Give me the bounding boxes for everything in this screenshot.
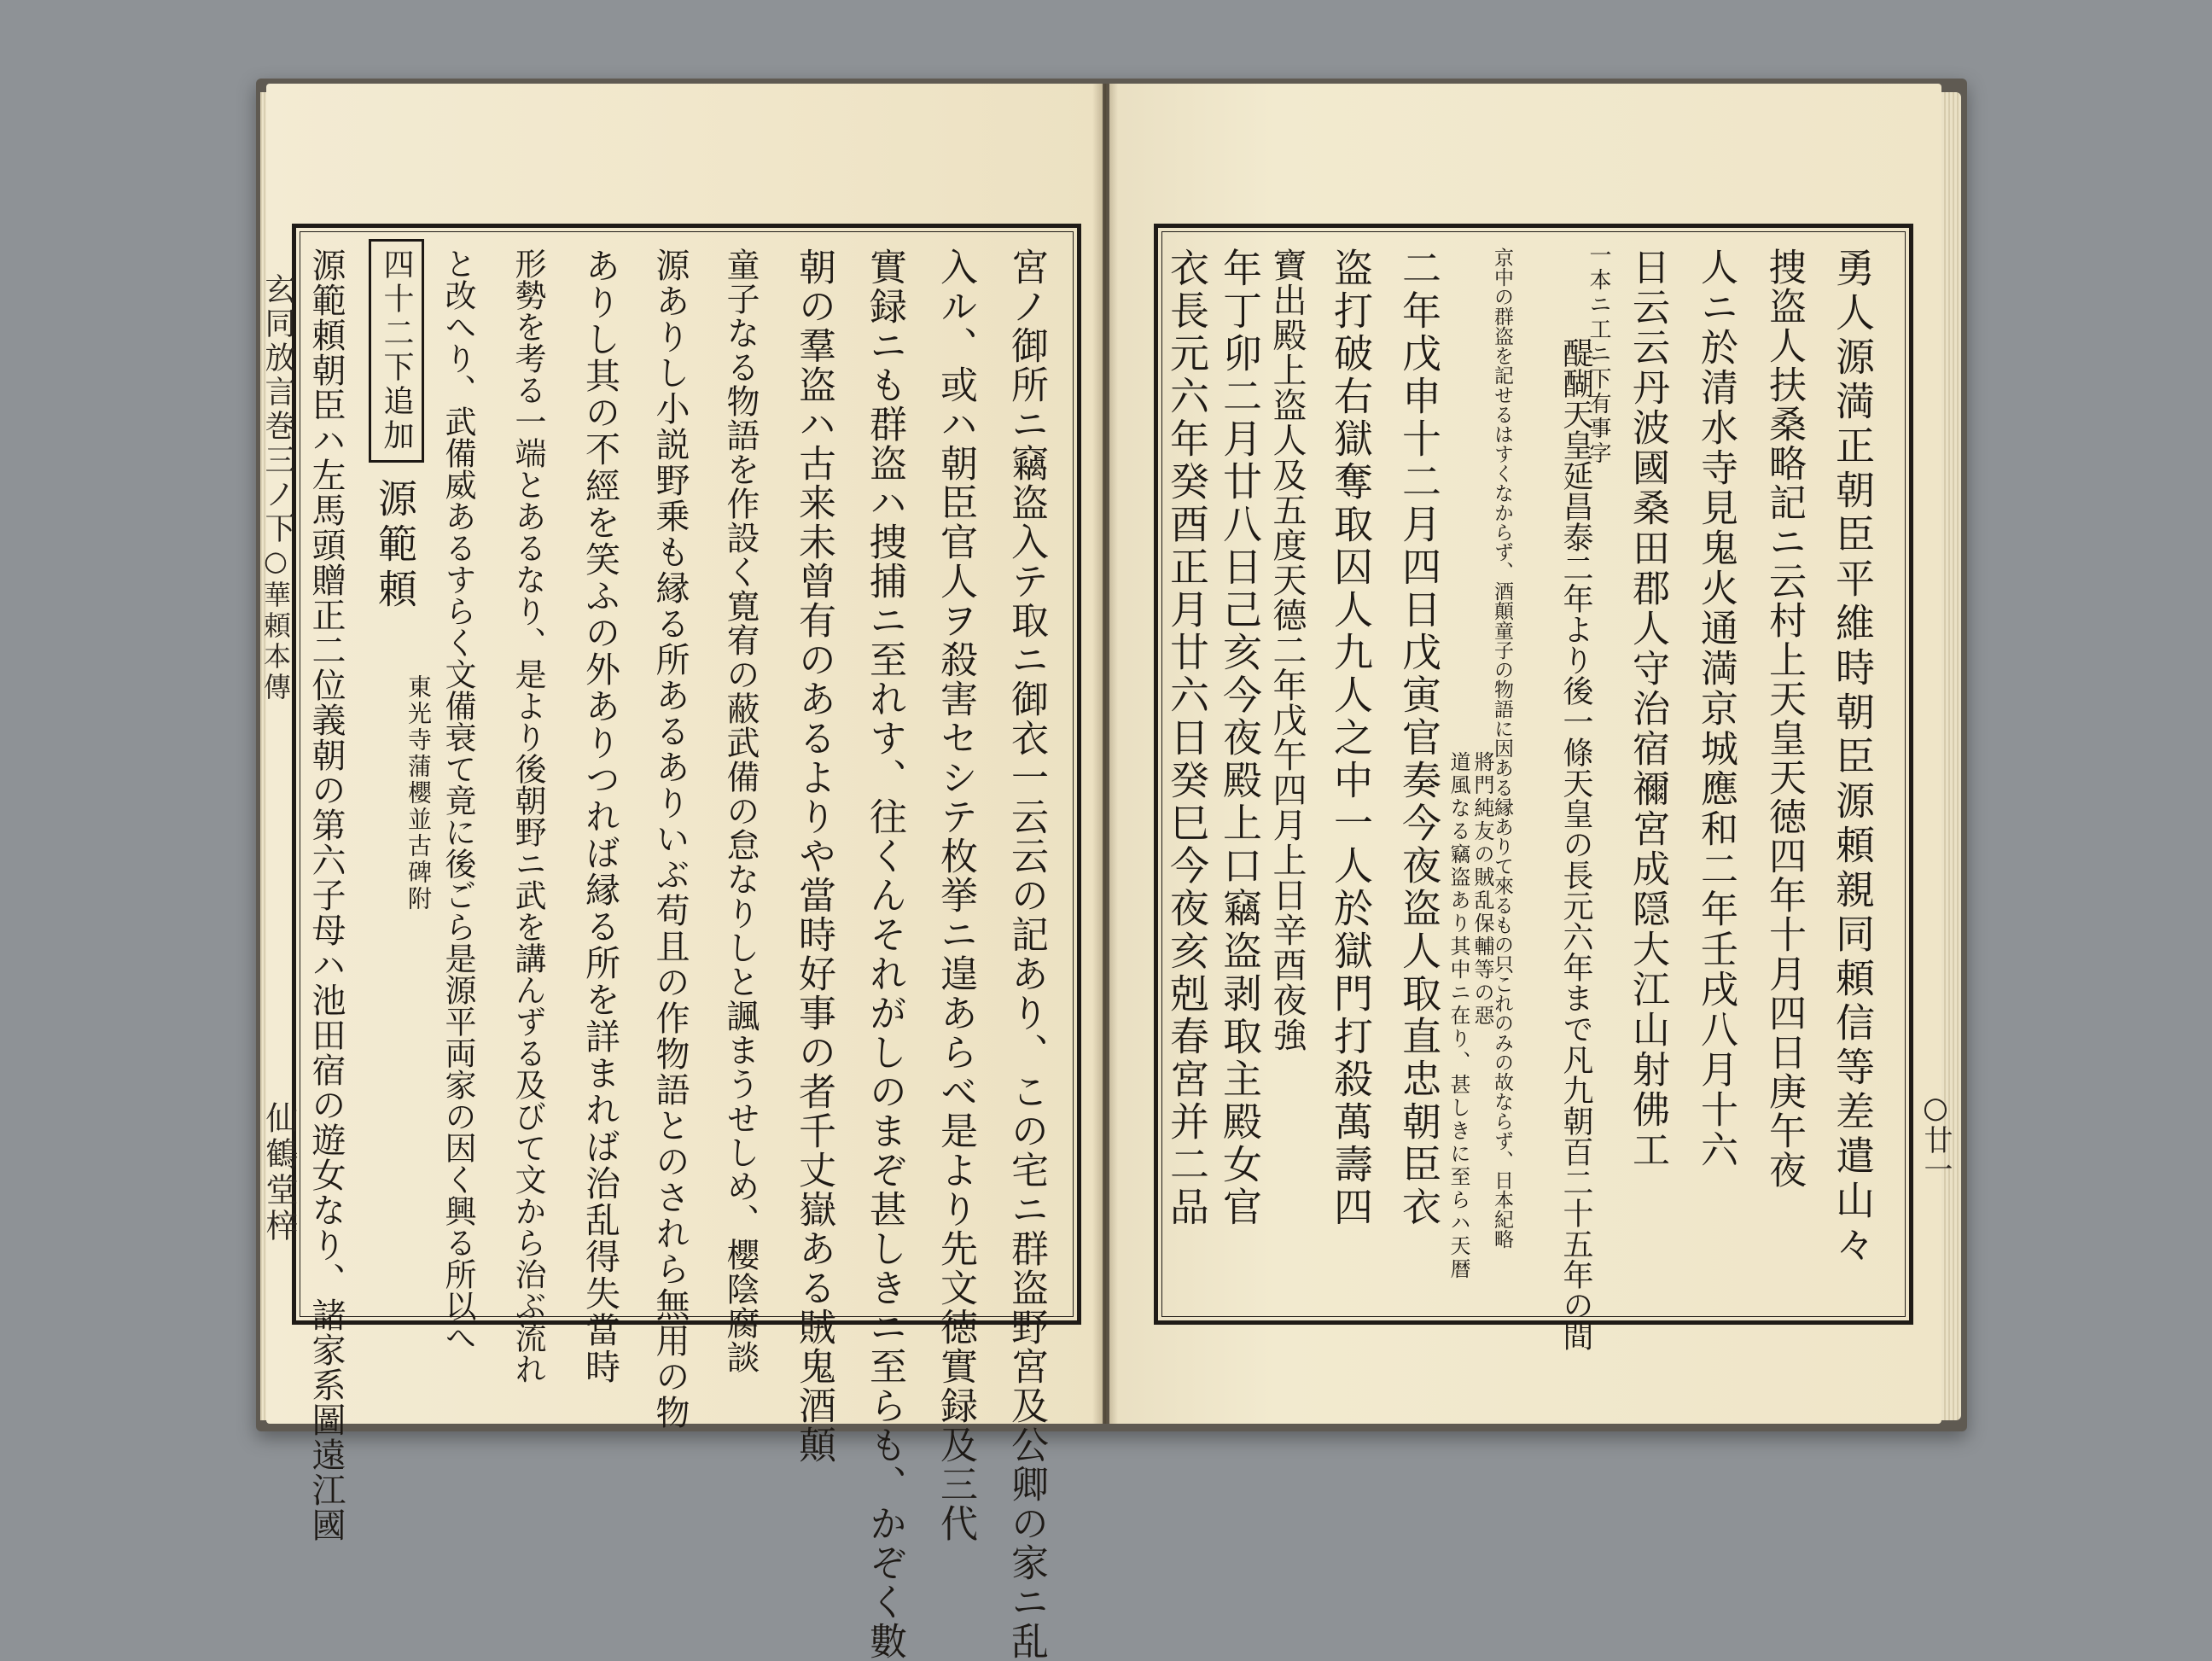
entry-heading: 源範頼 bbox=[372, 478, 418, 614]
left-column-6: 源ありし小説野乗も縁る所あるありいぶ苟且の作物語とのされら無用の物 bbox=[650, 248, 690, 1431]
right-column-2: 捜盗人扶桑略記ニ云村上天皇天徳四年十月四日庚午夜 bbox=[1762, 248, 1806, 1190]
section-marker: ○華頼本傳 bbox=[259, 545, 292, 703]
right-column-9: 年丁卯二月廿八日己亥今夜殿上口竊盗剥取主殿女官 bbox=[1217, 248, 1263, 1229]
book-gutter bbox=[1092, 84, 1118, 1424]
publisher-mark: 仙鶴堂梓 bbox=[260, 1101, 298, 1244]
right-column-4: 日云云丹波國桑田郡人守治宿禰宮成隠大江山射佛工 bbox=[1626, 248, 1669, 1170]
left-column-4: 朝の羣盗ハ古来未曾有のあるよりや當時好事の者千丈嶽ある賊鬼酒顛 bbox=[792, 248, 835, 1465]
right-column-short: 寶出殿上盗人及五度天德二年戊午四月上日辛酉夜強 bbox=[1267, 248, 1307, 1052]
right-headnote: 一本ニ工ニ下有事字 bbox=[1586, 243, 1611, 466]
running-title: 玄同放言巻三ノ下 bbox=[260, 273, 295, 546]
entry-note: 東光寺蒲櫻並古碑附 bbox=[405, 674, 433, 912]
left-column-7: ありし其の不經を笑ふの外ありつれば縁る所を詳まれば治乱得失當時 bbox=[579, 248, 620, 1385]
right-column-10: 衣長元六年癸酉正月廿六日癸巳今夜亥剋春宮并二品 bbox=[1164, 248, 1210, 1229]
left-column-5: 童子なる物語を作設く寛宥の蔽武備の怠なりしと諷まうせしめ、櫻陰腐談 bbox=[721, 248, 760, 1374]
addition-label-box: 四十二下追加 bbox=[369, 239, 424, 463]
left-column-2: 入ル、或ハ朝臣官人ヲ殺害セシテ枚挙ニ遑あらべ是より先文徳實録及三代 bbox=[934, 248, 977, 1543]
right-column-3: 人ニ於清水寺見鬼火通満京城應和二年壬戌八月十六 bbox=[1694, 248, 1738, 1170]
left-column-8: 形勢を考る一端とあるなり、是より後朝野ニ武を講んずる及びて文から治ぶ流れ bbox=[509, 248, 546, 1384]
right-column-8: 盗打破右獄奪取囚人九人之中一人於獄門打殺萬壽四 bbox=[1328, 248, 1374, 1229]
left-column-3: 實録ニも群盗ハ捜捕ニ至れす、往くんそれがしのまぞ甚しきニ至らも、かぞく數 bbox=[863, 248, 906, 1661]
interlinear-note-1: 將門純友の賊乱保輔等の惡 bbox=[1470, 751, 1494, 1028]
right-column-1: 勇人源満正朝臣平維時朝臣源頼親同頼信等差遣山々 bbox=[1830, 248, 1876, 1268]
right-column-5: 醍醐天皇延昌泰二年より後一條天皇の長元六年まで凡九朝百二十五年の間 bbox=[1558, 337, 1593, 1351]
left-column-1: 宮ノ御所ニ竊盗入テ取ニ御衣一云云の記あり、この宅ニ群盗野宮及公卿の家ニ乱 bbox=[1004, 248, 1048, 1661]
left-column-10: 源範頼朝臣ハ左馬頭贈正二位義朝の第六子母ハ池田宿の遊女なり、諸家系圖遠江國 bbox=[306, 248, 346, 1542]
interlinear-note-2: 道風なる竊盗あり其中ニ在り、甚しきに至らハ天暦 bbox=[1447, 751, 1470, 1281]
right-column-7: 二年戊申十二月四日戊寅官奏今夜盗人取直忠朝臣衣 bbox=[1396, 248, 1442, 1229]
folio-number: ○廿一 bbox=[1918, 1091, 1953, 1183]
left-column-9: と改へり、武備威あるすらく文備衰て竟に後ごら是源平両家の因く興る所以へ bbox=[439, 248, 476, 1353]
right-column-6: 京中の群盗を記せるはすくなからず、酒顛童子の物語に因ある縁ありて來るもの只これのみの故ならず、日本紀略 bbox=[1491, 248, 1513, 1249]
